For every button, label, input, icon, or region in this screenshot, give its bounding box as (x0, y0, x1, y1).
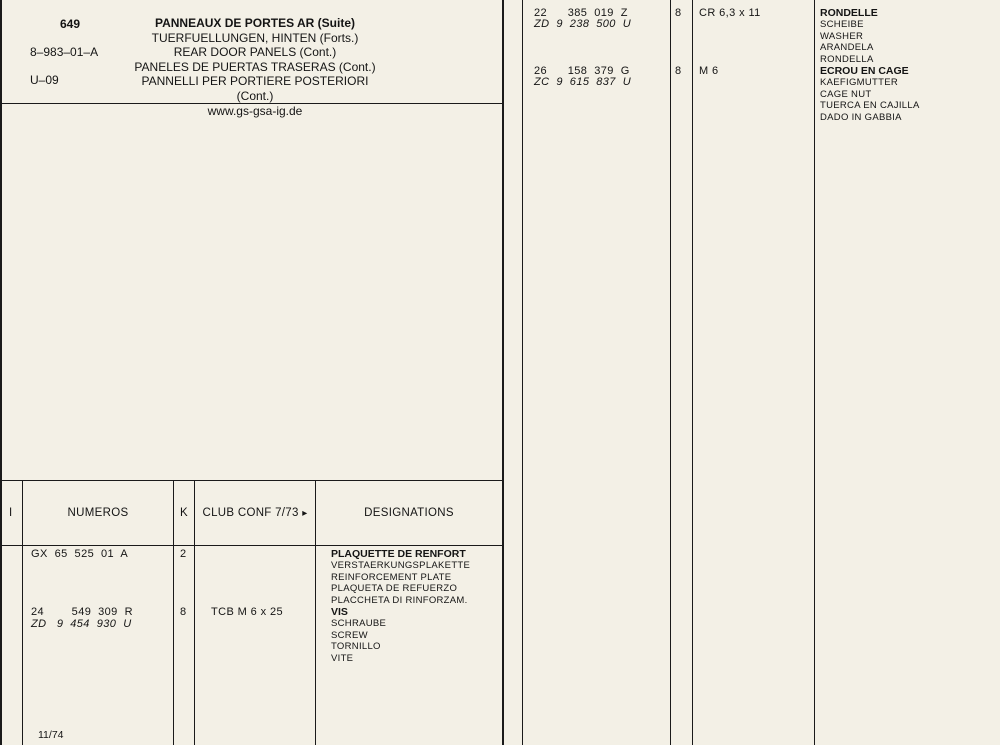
part-name-it: DADO IN GABBIA (820, 111, 902, 123)
part-number: 26 158 379 G (534, 65, 630, 77)
part-name-de: SCHRAUBE (331, 618, 387, 630)
left-qty-divider-right (194, 480, 195, 745)
model-code: U–09 (30, 73, 59, 87)
issue-date: 11/74 (38, 729, 64, 741)
part-name-de: VERSTAERKUNGSPLAKETTE (331, 560, 471, 572)
part-qty: 8 (180, 606, 187, 618)
title-it: PANNELLI PER PORTIERE POSTERIORI (Cont.) (141, 74, 369, 103)
website-link[interactable]: www.gs-gsa-ig.de (207, 103, 303, 118)
reference-code: 8–983–01–A (30, 45, 99, 59)
table-header-bottom-rule (0, 545, 503, 546)
right-spec-divider (814, 0, 815, 745)
part-number: 22 385 019 Z (534, 7, 628, 19)
title-en: REAR DOOR PANELS (Cont.) (173, 45, 337, 60)
part-alt-number: ZD 9 238 500 U (534, 18, 632, 30)
variant-label: CLUB CONF 7/73 (202, 507, 299, 519)
part-alt-number: ZD 9 454 930 U (31, 618, 132, 630)
part-designation (331, 607, 386, 664)
col-numbers-header: NUMEROS (67, 507, 129, 519)
part-name-fr: PLAQUETTE DE RENFORT (331, 548, 466, 560)
plate-number: 649 (60, 17, 81, 31)
right-panel-border-left (522, 0, 523, 745)
part-name-it: RONDELLA (820, 53, 874, 65)
left-qty-divider-left (173, 480, 174, 745)
part-name-fr: ECROU EN CAGE (820, 65, 909, 77)
variant-arrow-icon: ▸ (302, 508, 308, 519)
title-de: TUERFUELLUNGEN, HINTEN (Forts.) (151, 30, 359, 45)
left-panel-border-right (502, 0, 504, 745)
table-header-top-rule (0, 480, 503, 481)
part-name-es: TUERCA EN CAJILLA (820, 100, 920, 112)
col-index-header: I (9, 507, 13, 519)
part-number: GX 65 525 01 A (31, 548, 129, 560)
part-number: 24 549 309 R (31, 606, 133, 618)
title-es: PANELES DE PUERTAS TRASERAS (Cont.) (134, 59, 376, 74)
col-qty-header: K (180, 507, 188, 519)
part-name-de: SCHEIBE (820, 19, 864, 31)
col-designations-header: DESIGNATIONS (364, 507, 454, 519)
part-name-en: CAGE NUT (820, 88, 872, 100)
right-qty-divider-left (670, 0, 671, 745)
part-name-fr: RONDELLE (820, 7, 878, 19)
part-name-it: PLACCHETA DI RINFORZAM. (331, 594, 468, 606)
col-variant-header (195, 507, 315, 519)
part-name-fr: VIS (331, 606, 348, 618)
left-spec-divider (315, 480, 316, 745)
part-designation (820, 8, 878, 65)
part-name-it: VITE (331, 652, 354, 664)
part-alt-number: ZC 9 615 837 U (534, 76, 632, 88)
part-name-en: REINFORCEMENT PLATE (331, 571, 452, 583)
header-titles (130, 16, 380, 118)
left-index-divider (22, 480, 23, 745)
part-qty: 2 (180, 548, 187, 560)
title-fr: PANNEAUX DE PORTES AR (Suite) (154, 16, 355, 30)
part-name-en: WASHER (820, 30, 864, 42)
right-qty-divider-right (692, 0, 693, 745)
part-designation (820, 66, 920, 123)
part-spec: CR 6,3 x 11 (699, 7, 761, 19)
part-name-es: PLAQUETA DE REFUERZO (331, 583, 458, 595)
part-name-de: KAEFIGMUTTER (820, 77, 899, 89)
part-designation (331, 549, 470, 606)
part-name-en: SCREW (331, 629, 368, 641)
part-qty: 8 (675, 7, 682, 19)
part-spec: M 6 (699, 65, 719, 77)
left-panel-border-left (0, 0, 2, 745)
part-spec: TCB M 6 x 25 (211, 606, 284, 618)
part-name-es: TORNILLO (331, 641, 381, 653)
part-qty: 8 (675, 65, 682, 77)
part-name-es: ARANDELA (820, 42, 874, 54)
